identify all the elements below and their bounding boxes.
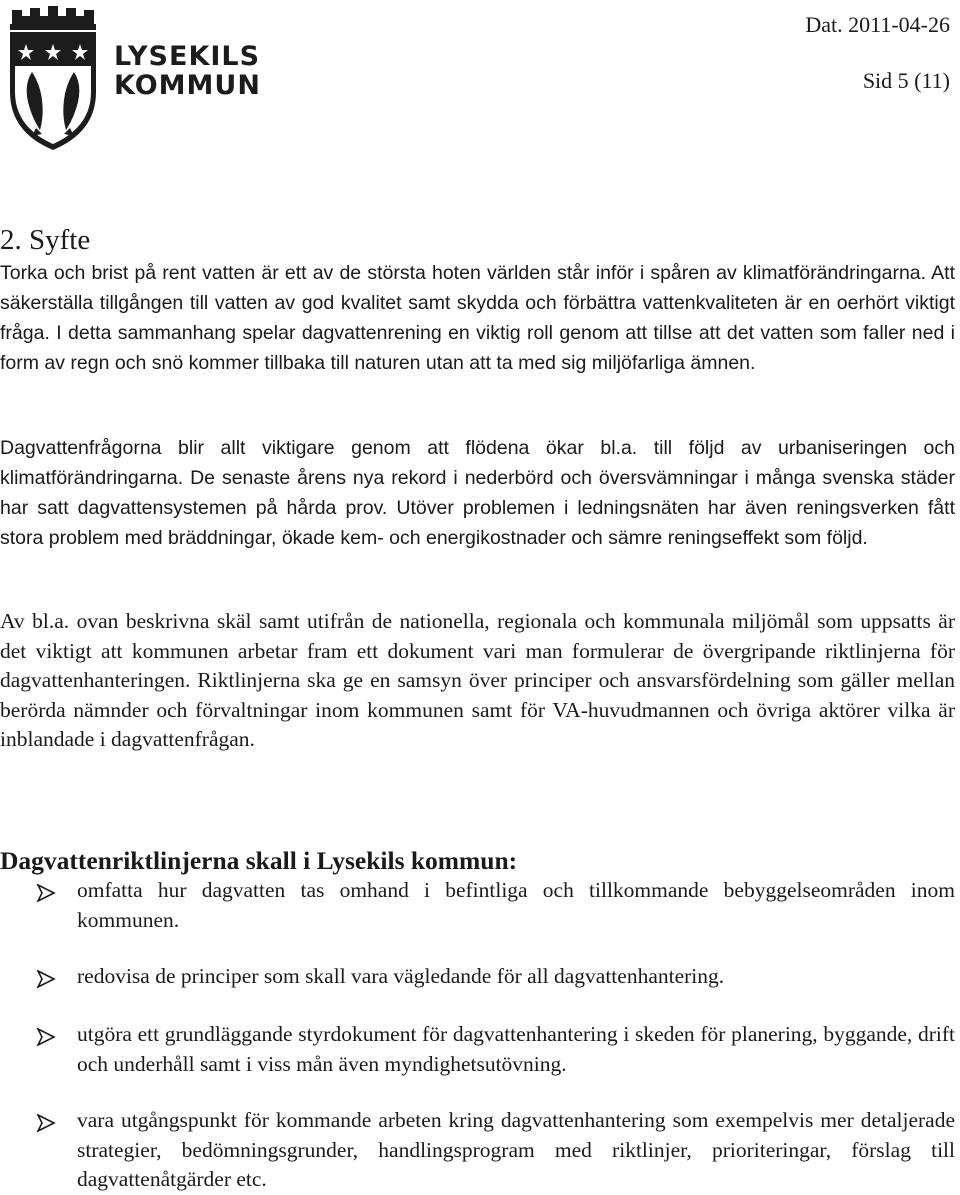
municipality-logo bbox=[2, 4, 272, 154]
page-number: Sid 5 (11) bbox=[862, 68, 950, 93]
paragraph-guidelines-purpose: Av bl.a. ovan beskrivna skäl samt utifrån de nationella, regionala och kommunala miljömål som uppsatts är det viktigt att kommunen arbetar fram ett dokument vari man formulerar de övergripande riktlinjerna för dagvattenhanteringen. Riktlinjerna ska ge en samsyn över principer och ansvarsfördelning som gäller mellan berörda nämnder och förvaltningar inom kommunen samt för VA-huvudmannen och övriga aktörer vilka är inblandade i dagvattenfrågan. bbox=[0, 609, 955, 751]
arrowhead-bullet-icon bbox=[36, 970, 56, 988]
arrowhead-bullet-icon bbox=[36, 1028, 56, 1046]
logo-wordmark: LYSEKILS KOMMUN bbox=[114, 41, 261, 101]
list-item-text: omfatta hur dagvatten tas omhand i befintliga och tillkommande bebyggelseområden inom kommunen. bbox=[77, 878, 955, 932]
list-item bbox=[0, 876, 960, 935]
paragraph-intro: Torka och brist på rent vatten är ett av de största hoten världen står inför i spåren av klimatförändringarna. Att säkerställa tillgången till vatten av god kvalitet samt skydda och förbättra vattenkvaliteten är en oerhört viktigt fråga. I detta sammanhang spelar dagvattenrening en viktig roll genom att tillse att det vatten som faller ned i form av regn och snö kommer tillbaka till naturen utan att ta med sig miljöfarliga ämnen. bbox=[0, 262, 955, 374]
document-date: Dat. 2011-04-26 bbox=[805, 12, 950, 37]
arrowhead-bullet-icon bbox=[36, 884, 56, 902]
coat-of-arms-icon bbox=[2, 4, 102, 154]
list-item bbox=[0, 1106, 960, 1195]
list-item-text: vara utgångspunkt för kommande arbeten kring dagvattenhantering som exempelvis mer detaljerade strategier, bedömningsgrunder, handlingsprogram med riktlinjer, prioriteringar, förslag till dagvattenåtgärder etc. bbox=[77, 1108, 955, 1191]
list-item-text: utgöra ett grundläggande styrdokument för dagvattenhantering i skeden för planering, byggande, drift och underhåll samt i viss mån även myndighetsutövning. bbox=[77, 1022, 955, 1076]
guidelines-heading: Dagvattenriktlinjerna skall i Lysekils kommun: bbox=[0, 846, 518, 875]
list-item-text: redovisa de principer som skall vara vägledande för all dagvattenhantering. bbox=[77, 964, 725, 988]
arrowhead-bullet-icon bbox=[36, 1114, 56, 1132]
paragraph-stormwater-issues: Dagvattenfrågorna blir allt viktigare genom att flödena ökar bl.a. till följd av urbaniseringen och klimatförändringarna. De senaste årens nya rekord i nederbörd och översvämningar i många svenska städer har satt dagvattensystemen på hårda prov. Utöver problemen i ledningsnäten har även reningsverken fått stora problem med bräddningar, ökade kem- och energikostnader och sämre reningseffekt som följd. bbox=[0, 437, 955, 549]
section-title: 2. Syfte bbox=[0, 224, 91, 256]
list-item bbox=[0, 962, 960, 992]
list-item bbox=[0, 1020, 960, 1079]
